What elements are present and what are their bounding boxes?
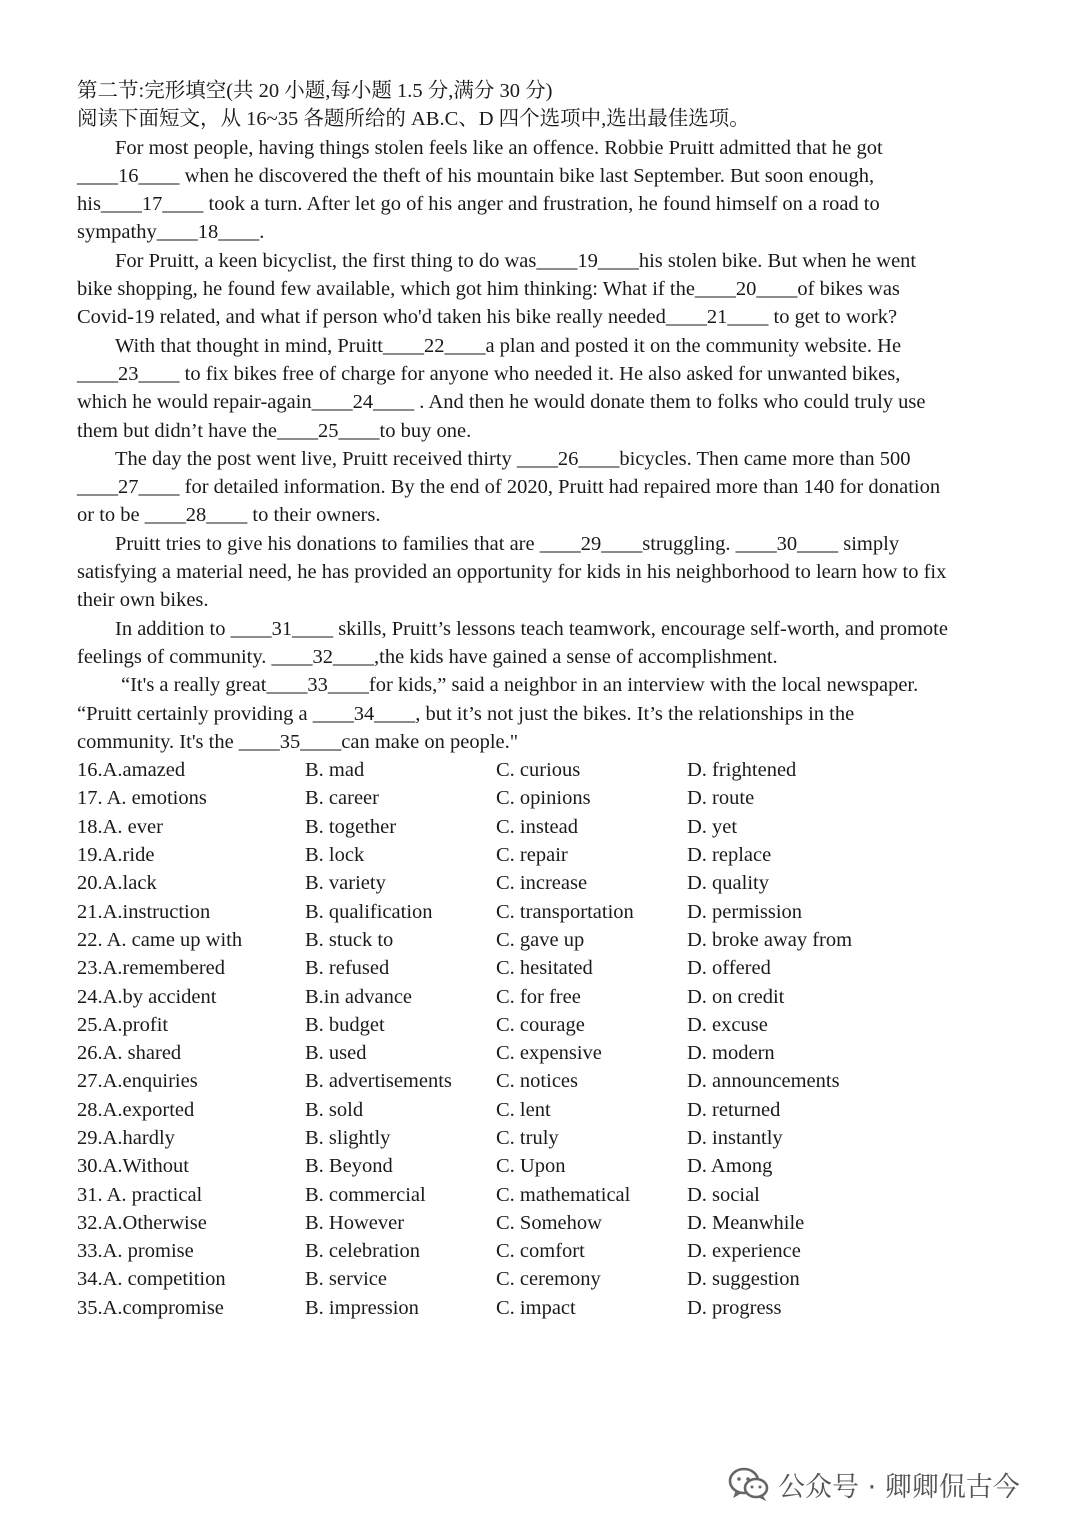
option-d: D. returned: [687, 1098, 781, 1121]
option-c: C. Somehow: [496, 1211, 602, 1234]
option-d: D. Meanwhile: [687, 1211, 805, 1234]
options-list: [77, 756, 1007, 1322]
option-d: D. suggestion: [687, 1268, 800, 1291]
option-d: D. announcements: [687, 1070, 840, 1093]
option-row: [77, 898, 1007, 926]
passage-line: or to be ____28____ to their owners.: [77, 504, 381, 527]
option-a: 35.A.compromise: [77, 1296, 224, 1319]
passage-line: In addition to ____31____ skills, Pruitt’s lessons teach teamwork, encourage self-worth, and promote: [115, 617, 948, 640]
option-d: D. yet: [687, 815, 738, 838]
option-b: B. impression: [305, 1296, 419, 1319]
passage-line: For Pruitt, a keen bicyclist, the first thing to do was____19____his stolen bike. But when he went: [115, 249, 917, 272]
option-row: [77, 983, 1007, 1011]
option-c: C. impact: [496, 1296, 576, 1319]
option-a: 24.A.by accident: [77, 985, 217, 1008]
passage-line: sympathy____18____.: [77, 221, 265, 244]
option-row: [77, 1237, 1007, 1265]
option-c: C. hesitated: [496, 957, 593, 980]
passage-line: ____23____ to fix bikes free of charge for anyone who needed it. He also asked for unwanted bikes,: [77, 362, 901, 385]
option-a: 31. A. practical: [77, 1183, 203, 1206]
option-row: [77, 1096, 1007, 1124]
passage-line: Covid-19 related, and what if person who'd taken his bike really needed____21____ to get to work?: [77, 306, 898, 329]
option-b: B. used: [305, 1042, 367, 1065]
option-d: D. broke away from: [687, 928, 853, 951]
passage-line: feelings of community. ____32____,the kids have gained a sense of accomplishment.: [77, 645, 778, 668]
option-a: 21.A.instruction: [77, 900, 211, 923]
option-b: B. budget: [305, 1013, 385, 1036]
option-b: B. advertisements: [305, 1070, 452, 1093]
option-d: D. experience: [687, 1240, 801, 1263]
option-c: C. ceremony: [496, 1268, 601, 1291]
option-row: [77, 756, 1007, 784]
option-d: D. permission: [687, 900, 803, 923]
option-a: 18.A. ever: [77, 815, 163, 838]
option-row: [77, 1209, 1007, 1237]
passage-line: With that thought in mind, Pruitt____22____a plan and posted it on the community website. He: [115, 334, 902, 357]
option-row: [77, 813, 1007, 841]
option-d: D. instantly: [687, 1126, 783, 1149]
option-d: D. social: [687, 1183, 760, 1206]
option-b: B.in advance: [305, 985, 413, 1008]
option-a: 30.A.Without: [77, 1155, 189, 1178]
option-a: 33.A. promise: [77, 1240, 194, 1263]
option-c: C. lent: [496, 1098, 551, 1121]
passage: [77, 134, 1007, 757]
option-b: B. commercial: [305, 1183, 426, 1206]
option-a: 29.A.hardly: [77, 1126, 175, 1149]
passage-line: The day the post went live, Pruitt received thirty ____26____bicycles. Then came more than 500: [115, 447, 911, 470]
option-c: C. curious: [496, 759, 581, 782]
option-row: [77, 1181, 1007, 1209]
option-c: C. gave up: [496, 928, 585, 951]
passage-line: them but didn’t have the____25____to buy one.: [77, 419, 472, 442]
option-b: B. However: [305, 1211, 405, 1234]
option-b: B. qualification: [305, 900, 433, 923]
passage-line: For most people, having things stolen feels like an offence. Robbie Pruitt admitted that he got: [115, 136, 883, 159]
option-a: 28.A.exported: [77, 1098, 195, 1121]
passage-line: satisfying a material need, he has provided an opportunity for kids in his neighborhood to learn how to fix: [77, 561, 947, 584]
option-b: B. service: [305, 1268, 387, 1291]
option-row: [77, 841, 1007, 869]
option-b: B. sold: [305, 1098, 364, 1121]
option-c: C. opinions: [496, 787, 591, 810]
option-b: B. stuck to: [305, 928, 394, 951]
option-row: [77, 869, 1007, 897]
option-row: [77, 1265, 1007, 1293]
option-row: [77, 1011, 1007, 1039]
option-c: C. increase: [496, 872, 588, 895]
passage-line: ____16____ when he discovered the theft of his mountain bike last September. But soon enough,: [77, 164, 875, 187]
option-a: 25.A.profit: [77, 1013, 169, 1036]
option-b: B. slightly: [305, 1126, 391, 1149]
option-a: 19.A.ride: [77, 844, 155, 867]
option-d: D. route: [687, 787, 755, 810]
section-title: 第二节:完形填空(共 20 小题,每小题 1.5 分,满分 30 分): [77, 80, 553, 102]
passage-line: their own bikes.: [77, 589, 209, 612]
option-c: C. transportation: [496, 900, 634, 923]
watermark-text: 公众号 · 卿卿侃古今: [778, 1471, 1020, 1503]
option-b: B. mad: [305, 759, 365, 782]
passage-line: his____17____ took a turn. After let go of his anger and frustration, he found himself on a road to: [77, 193, 880, 216]
option-b: B. variety: [305, 872, 386, 895]
passage-line: community. It's the ____35____can make on people.": [77, 730, 519, 753]
document-page: [77, 77, 1007, 1322]
option-d: D. quality: [687, 872, 769, 895]
passage-line: Pruitt tries to give his donations to families that are ____29____struggling. ____30____ simply: [115, 532, 900, 555]
option-d: D. replace: [687, 844, 772, 867]
option-a: 23.A.remembered: [77, 957, 225, 980]
passage-line: ____27____ for detailed information. By the end of 2020, Pruitt had repaired more than 140 for donation: [77, 476, 941, 499]
option-row: [77, 784, 1007, 812]
option-d: D. modern: [687, 1042, 775, 1065]
option-row: [77, 1124, 1007, 1152]
option-b: B. career: [305, 787, 379, 810]
passage-line: “Pruitt certainly providing a ____34____, but it’s not just the bikes. It’s the relationships in the: [77, 702, 855, 725]
option-row: [77, 1067, 1007, 1095]
option-d: D. excuse: [687, 1013, 768, 1036]
option-a: 27.A.enquiries: [77, 1070, 198, 1093]
section-instruction: 阅读下面短文，从 16~35 各题所给的 AB.C、D 四个选项中,选出最佳选项。: [77, 108, 750, 131]
option-c: C. for free: [496, 985, 581, 1008]
option-d: D. progress: [687, 1296, 782, 1319]
option-row: [77, 1294, 1007, 1322]
option-row: [77, 926, 1007, 954]
option-b: B. Beyond: [305, 1155, 393, 1178]
option-a: 34.A. competition: [77, 1268, 226, 1291]
option-row: [77, 1039, 1007, 1067]
option-a: 17. A. emotions: [77, 787, 207, 810]
option-d: D. offered: [687, 957, 771, 980]
option-a: 22. A. came up with: [77, 928, 243, 951]
option-c: C. instead: [496, 815, 578, 838]
option-d: D. on credit: [687, 985, 785, 1008]
option-c: C. notices: [496, 1070, 578, 1093]
option-d: D. Among: [687, 1155, 773, 1178]
option-c: C. mathematical: [496, 1183, 631, 1206]
option-c: C. courage: [496, 1013, 585, 1036]
option-d: D. frightened: [687, 759, 797, 782]
wechat-icon: [728, 1466, 770, 1502]
watermark: [728, 1462, 1020, 1506]
option-row: [77, 1152, 1007, 1180]
option-a: 32.A.Otherwise: [77, 1211, 207, 1234]
passage-line: which he would repair-again____24____ . And then he would donate them to folks who could truly use: [77, 391, 926, 414]
option-row: [77, 954, 1007, 982]
option-b: B. refused: [305, 957, 390, 980]
option-c: C. Upon: [496, 1155, 566, 1178]
option-c: C. comfort: [496, 1240, 585, 1263]
option-a: 20.A.lack: [77, 872, 157, 895]
option-b: B. lock: [305, 844, 365, 867]
option-c: C. repair: [496, 844, 568, 867]
option-b: B. together: [305, 815, 397, 838]
passage-line: bike shopping, he found few available, which got him thinking: What if the____20____of bikes was: [77, 278, 900, 301]
option-a: 16.A.amazed: [77, 759, 186, 782]
option-b: B. celebration: [305, 1240, 420, 1263]
option-c: C. expensive: [496, 1042, 602, 1065]
option-c: C. truly: [496, 1126, 559, 1149]
option-a: 26.A. shared: [77, 1042, 182, 1065]
passage-line: “It's a really great____33____for kids,” said a neighbor in an interview with the local newspaper.: [121, 674, 919, 697]
